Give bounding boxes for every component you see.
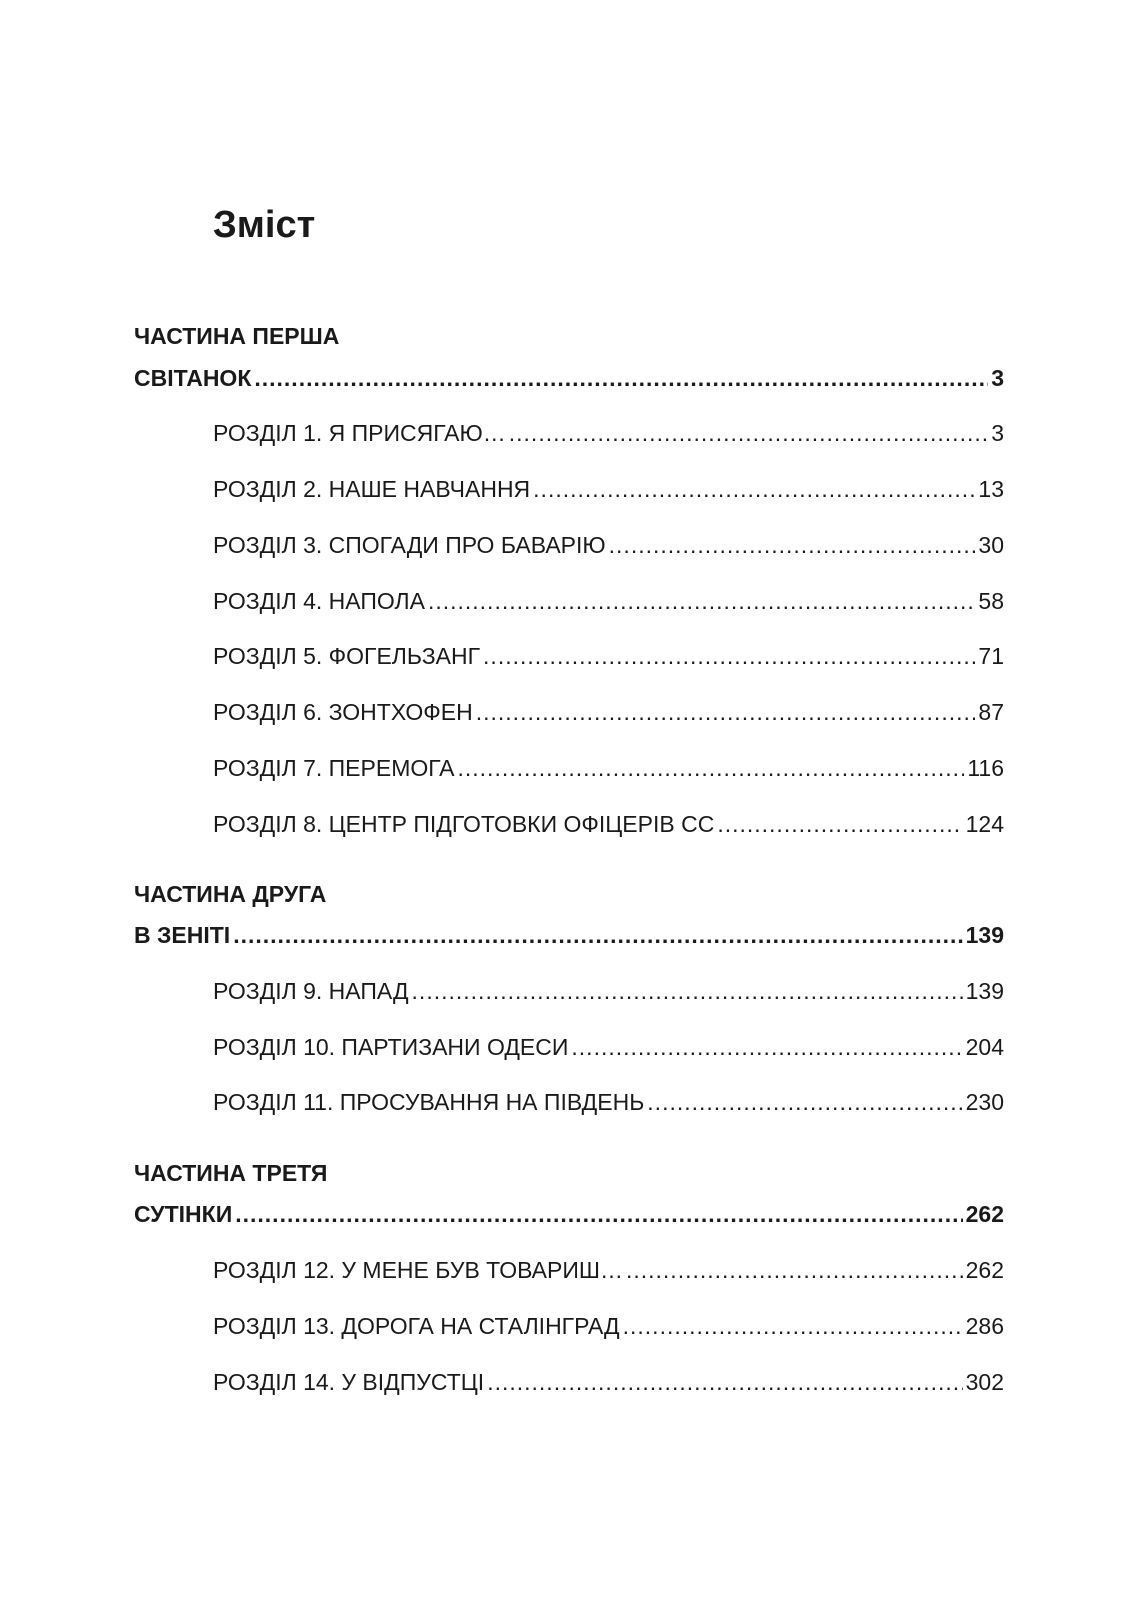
toc-chapter-entry[interactable] xyxy=(213,1310,1004,1342)
chapter-title: РОЗДІЛ 4. НАПОЛА xyxy=(213,588,425,614)
dot-leader xyxy=(623,1310,963,1342)
toc-chapter-entry[interactable] xyxy=(213,975,1004,1007)
toc-chapter-entry[interactable] xyxy=(213,585,1004,617)
toc-part-entry[interactable] xyxy=(134,1198,1004,1230)
chapter-title: РОЗДІЛ 12. У МЕНЕ БУВ ТОВАРИШ… xyxy=(213,1257,623,1283)
page-number: 116 xyxy=(967,755,1004,781)
part-label: ЧАСТИНА ПЕРША xyxy=(134,323,340,349)
toc-chapter-entry[interactable] xyxy=(213,752,1004,784)
chapter-title: РОЗДІЛ 7. ПЕРЕМОГА xyxy=(213,755,455,781)
dot-leader xyxy=(626,1254,963,1286)
page-number: 13 xyxy=(978,476,1004,502)
chapter-title: РОЗДІЛ 2. НАШЕ НАВЧАННЯ xyxy=(213,476,531,502)
toc-chapter-entry[interactable] xyxy=(213,417,1004,449)
dot-leader xyxy=(428,585,975,617)
dot-leader xyxy=(235,1198,962,1230)
toc-chapter-entry[interactable] xyxy=(213,696,1004,728)
dot-leader xyxy=(233,919,962,951)
part-name: СВІТАНОК xyxy=(134,365,252,391)
dot-leader xyxy=(412,975,963,1007)
page-number: 87 xyxy=(978,699,1004,725)
page-number: 139 xyxy=(965,978,1004,1004)
page-number: 30 xyxy=(978,532,1004,558)
page-title: Зміст xyxy=(213,204,316,246)
page-number: 3 xyxy=(991,365,1004,391)
chapter-title: РОЗДІЛ 1. Я ПРИСЯГАЮ… xyxy=(213,420,506,446)
page-number: 71 xyxy=(978,643,1004,669)
toc-part-entry[interactable] xyxy=(134,919,1004,951)
chapter-title: РОЗДІЛ 6. ЗОНТХОФЕН xyxy=(213,699,473,725)
toc-chapter-entry[interactable] xyxy=(213,1366,1004,1398)
toc-chapter-entry[interactable] xyxy=(213,1086,1004,1118)
chapter-title: РОЗДІЛ 9. НАПАД xyxy=(213,978,409,1004)
dot-leader xyxy=(458,752,965,784)
toc-chapter-entry[interactable] xyxy=(213,1031,1004,1063)
part-label: ЧАСТИНА ДРУГА xyxy=(134,881,327,907)
chapter-title: РОЗДІЛ 14. У ВІДПУСТЦІ xyxy=(213,1369,485,1395)
toc-chapter-entry[interactable] xyxy=(213,808,1004,840)
page-number: 262 xyxy=(965,1201,1004,1227)
dot-leader xyxy=(533,473,975,505)
dot-leader xyxy=(487,1366,962,1398)
page-number: 230 xyxy=(965,1089,1004,1115)
page-number: 286 xyxy=(965,1313,1004,1339)
page-number: 262 xyxy=(965,1257,1004,1283)
toc-part-entry[interactable] xyxy=(134,362,1004,394)
page-number: 139 xyxy=(965,922,1004,948)
page-number: 3 xyxy=(991,420,1004,446)
page-number: 302 xyxy=(965,1369,1004,1395)
dot-leader xyxy=(571,1031,962,1063)
toc-chapter-entry[interactable] xyxy=(213,473,1004,505)
dot-leader xyxy=(476,696,976,728)
page-number: 124 xyxy=(965,811,1004,837)
dot-leader xyxy=(509,417,988,449)
dot-leader xyxy=(254,362,988,394)
part-name: СУТІНКИ xyxy=(134,1201,233,1227)
part-label: ЧАСТИНА ТРЕТЯ xyxy=(134,1160,328,1186)
page-number: 58 xyxy=(978,588,1004,614)
page-number: 204 xyxy=(965,1034,1004,1060)
dot-leader xyxy=(483,640,975,672)
toc-chapter-entry[interactable] xyxy=(213,640,1004,672)
chapter-title: РОЗДІЛ 11. ПРОСУВАННЯ НА ПІВДЕНЬ xyxy=(213,1089,645,1115)
chapter-title: РОЗДІЛ 8. ЦЕНТР ПІДГОТОВКИ ОФІЦЕРІВ СС xyxy=(213,811,715,837)
chapter-title: РОЗДІЛ 10. ПАРТИЗАНИ ОДЕСИ xyxy=(213,1034,569,1060)
dot-leader xyxy=(609,529,976,561)
dot-leader xyxy=(717,808,962,840)
dot-leader xyxy=(647,1086,962,1118)
chapter-title: РОЗДІЛ 5. ФОГЕЛЬЗАНГ xyxy=(213,643,481,669)
part-name: В ЗЕНІТІ xyxy=(134,922,231,948)
chapter-title: РОЗДІЛ 13. ДОРОГА НА СТАЛІНГРАД xyxy=(213,1313,620,1339)
toc-chapter-entry[interactable] xyxy=(213,529,1004,561)
toc-chapter-entry[interactable] xyxy=(213,1254,1004,1286)
chapter-title: РОЗДІЛ 3. СПОГАДИ ПРО БАВАРІЮ xyxy=(213,532,606,558)
